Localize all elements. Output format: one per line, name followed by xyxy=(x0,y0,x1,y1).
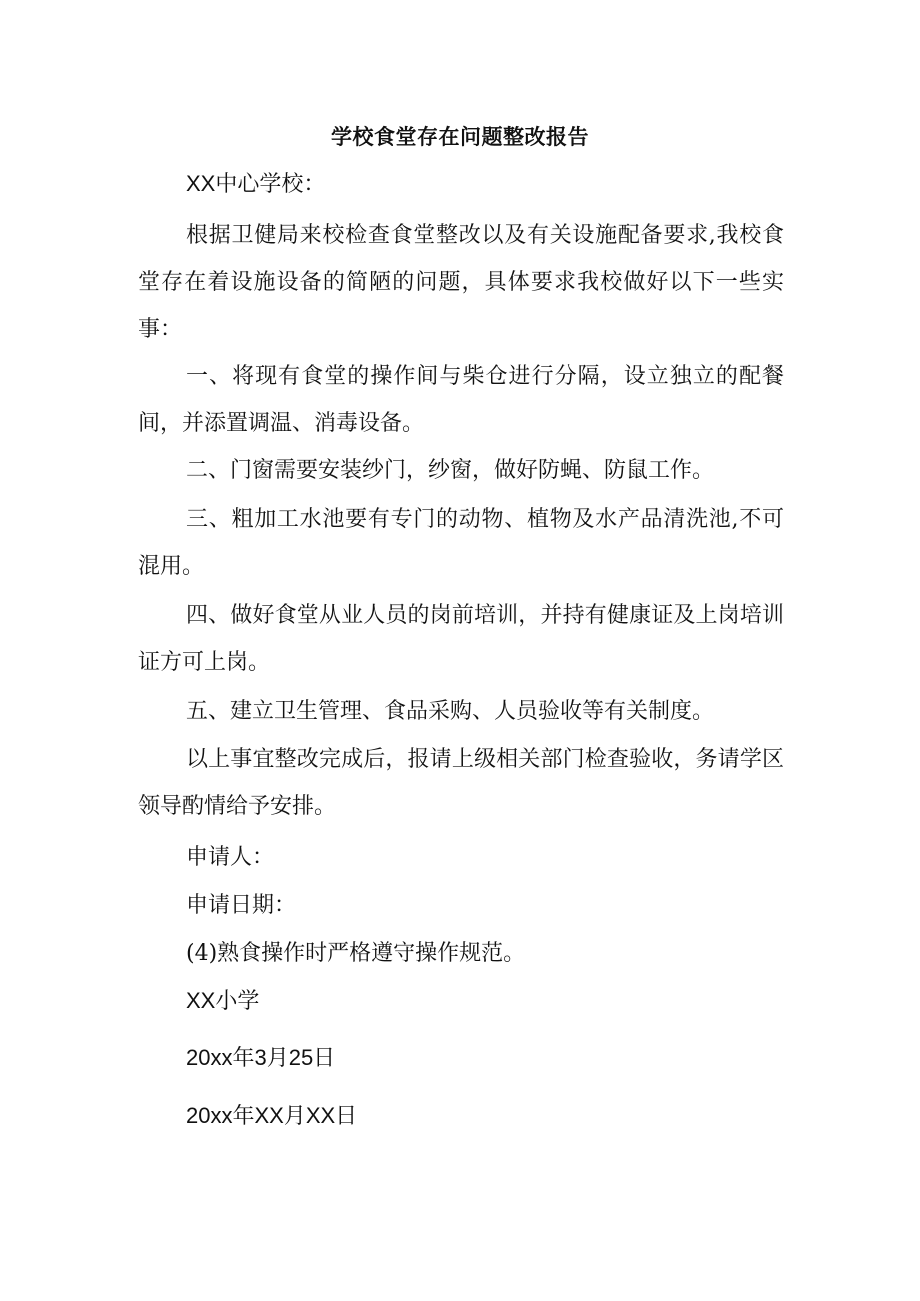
salutation: XX中心学校： xyxy=(186,171,326,196)
paragraph-item-3: 三、粗加工水池要有专门的动物、植物及水产品清洗池,不可混用。 xyxy=(138,507,784,579)
paragraph-conclusion: 以上事宜整改完成后，报请上级相关部门检查验收，务请学区领导酌情给予安排。 xyxy=(138,747,784,819)
document-title: 学校食堂存在问题整改报告 xyxy=(331,124,589,149)
school-name: XX小学 xyxy=(186,988,260,1013)
paragraph-intro: 根据卫健局来校检查食堂整改以及有关设施配备要求,我校食堂存在着设施设备的简陋的问题，具体要求我校做好以下一些实事： xyxy=(138,223,784,342)
paragraph-item-1: 一、将现有食堂的操作间与柴仓进行分隔，设立独立的配餐间，并添置调温、消毒设备。 xyxy=(138,364,784,436)
applicant-label: 申请人： xyxy=(186,845,275,870)
report-date: 20xx年3月25日 xyxy=(186,1045,336,1070)
placeholder-date: 20xx年XX月XX日 xyxy=(186,1103,358,1128)
paragraph-item-5: 五、建立卫生管理、食品采购、人员验收等有关制度。 xyxy=(186,699,715,724)
paragraph-item-2: 二、门窗需要安装纱门，纱窗，做好防蝇、防鼠工作。 xyxy=(186,458,715,483)
extra-line: (4)熟食操作时严格遵守操作规范。 xyxy=(186,941,526,966)
date-label: 申请日期： xyxy=(186,893,297,918)
paragraph-item-4: 四、做好食堂从业人员的岗前培训，并持有健康证及上岗培训证方可上岗。 xyxy=(138,603,784,675)
